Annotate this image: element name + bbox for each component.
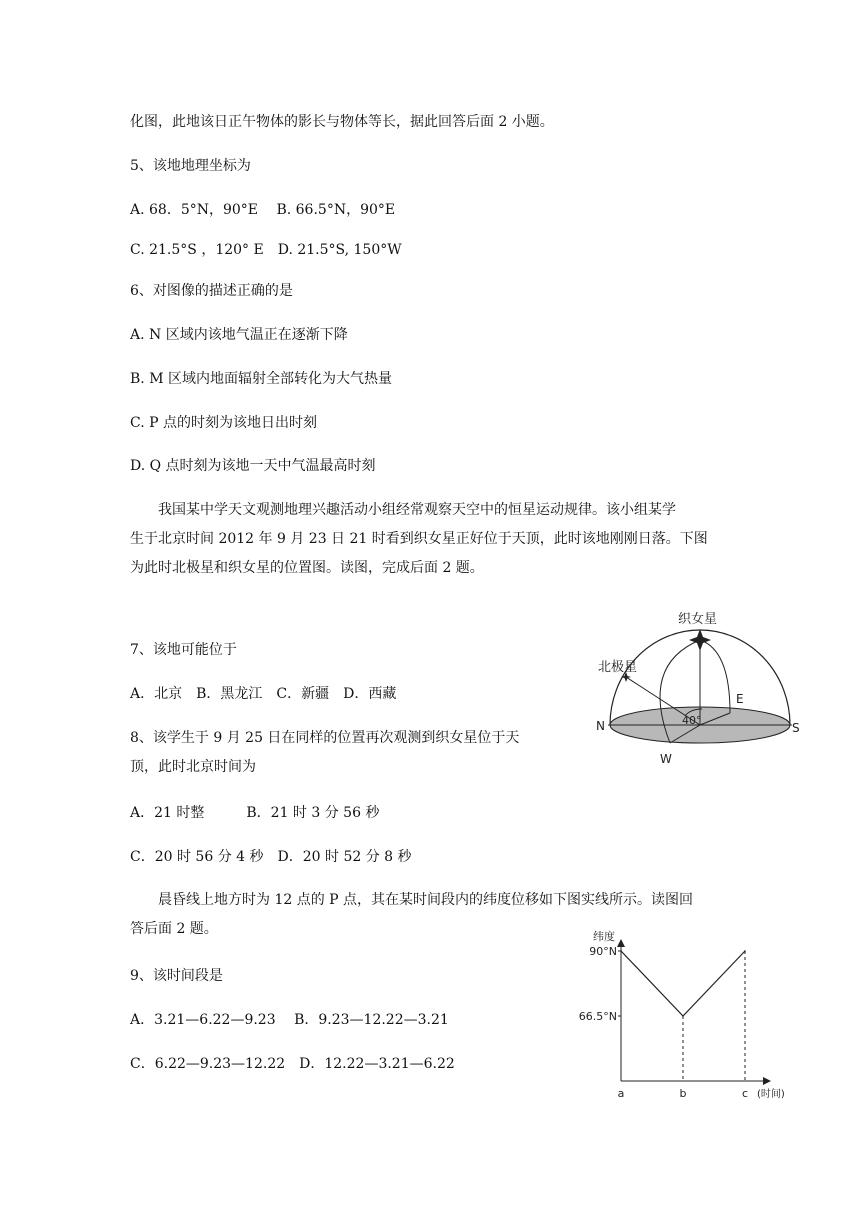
q6-stem: 6、对图像的描述正确的是 xyxy=(130,283,293,299)
passage-terminator-line2: 答后面 2 题。 xyxy=(130,921,218,937)
vega-label: 织女星 xyxy=(678,612,718,627)
q6-option-c: C. P 点的时刻为该地日出时刻 xyxy=(130,415,317,431)
vega-star-icon xyxy=(689,629,711,651)
series-line xyxy=(621,951,745,1016)
x-tick-label: b xyxy=(679,1087,687,1100)
q9-options-row1: A．3.21—6.22—9.23 B．9.23—12.22—3.21 xyxy=(130,1012,449,1028)
q8-stem xyxy=(130,724,562,782)
q6-option-a: A. N 区域内该地气温正在逐渐下降 xyxy=(130,327,348,343)
q5-options-row2: C. 21.5°S ，120° E D. 21.5°S, 150°W xyxy=(130,242,402,258)
n-label: N xyxy=(596,719,605,733)
celestial-sphere-figure xyxy=(590,605,810,775)
w-label: W xyxy=(660,752,672,766)
x-axis-arrow-icon xyxy=(763,1077,771,1085)
q7-options: A．北京 B．黑龙江 C．新疆 D．西藏 xyxy=(130,686,397,702)
q8-options-row1: A．21 时整 B．21 时 3 分 56 秒 xyxy=(130,805,380,821)
y-tick-label: 66.5°N xyxy=(578,1010,617,1023)
passage-vega-line1: 我国某中学天文观测地理兴趣活动小组经常观察天空中的恒星运动规律。该小组某学 xyxy=(158,502,676,518)
q6-option-d: D. Q 点时刻为该地一天中气温最高时刻 xyxy=(130,458,376,474)
passage-terminator-line1: 晨昏线上地方时为 12 点的 P 点，其在某时间段内的纬度位移如下图实线所示。读图回 xyxy=(158,892,694,908)
q8-stem-line1: 8、该学生于 9 月 25 日在同样的位置再次观测到织女星位于天 xyxy=(130,730,520,746)
latitude-chart-figure xyxy=(575,925,800,1105)
passage-vega xyxy=(130,496,732,583)
x-tick-label: c xyxy=(741,1087,749,1100)
celestial-sphere-svg xyxy=(590,605,810,775)
x-tick-label: a xyxy=(617,1087,625,1100)
q7-stem: 7、该地可能位于 xyxy=(130,642,237,658)
q8-stem-line2: 顶，此时北京时间为 xyxy=(130,759,256,775)
s-label: S xyxy=(792,721,800,735)
passage-vega-line3: 为此时北极星和织女星的位置图。读图，完成后面 2 题。 xyxy=(130,560,484,576)
q5-stem: 5、该地地理坐标为 xyxy=(130,158,251,174)
y-tick-label: 90°N xyxy=(589,945,617,958)
y-axis-arrow-icon xyxy=(617,939,625,947)
q8-options-row2: C．20 时 56 分 4 秒 D．20 时 52 分 8 秒 xyxy=(130,849,412,865)
q9-stem: 9、该时间段是 xyxy=(130,968,223,984)
q6-option-b: B. M 区域内地面辐射全部转化为大气热量 xyxy=(130,371,392,387)
intro-text: 化图，此地该日正午物体的影长与物体等长，据此回答后面 2 小题。 xyxy=(130,114,554,130)
e-label: E xyxy=(736,692,744,706)
x-axis-label: (时间) xyxy=(757,1089,785,1100)
q9-options-row2: C．6.22—9.23—12.22 D．12.22—3.21—6.22 xyxy=(130,1056,455,1072)
latitude-chart-svg xyxy=(575,925,800,1105)
angle-label: 40° xyxy=(682,714,702,727)
q5-options-row1: A. 68．5°N，90°E B. 66.5°N，90°E xyxy=(130,202,396,218)
y-axis-label: 纬度 xyxy=(593,930,615,943)
passage-vega-line2: 生于北京时间 2012 年 9 月 23 日 21 时看到织女星正好位于天顶，此时该地刚刚日落。下图 xyxy=(130,531,708,547)
meridian-arc-e xyxy=(700,640,730,713)
polaris-label: 北极星 xyxy=(598,660,638,675)
